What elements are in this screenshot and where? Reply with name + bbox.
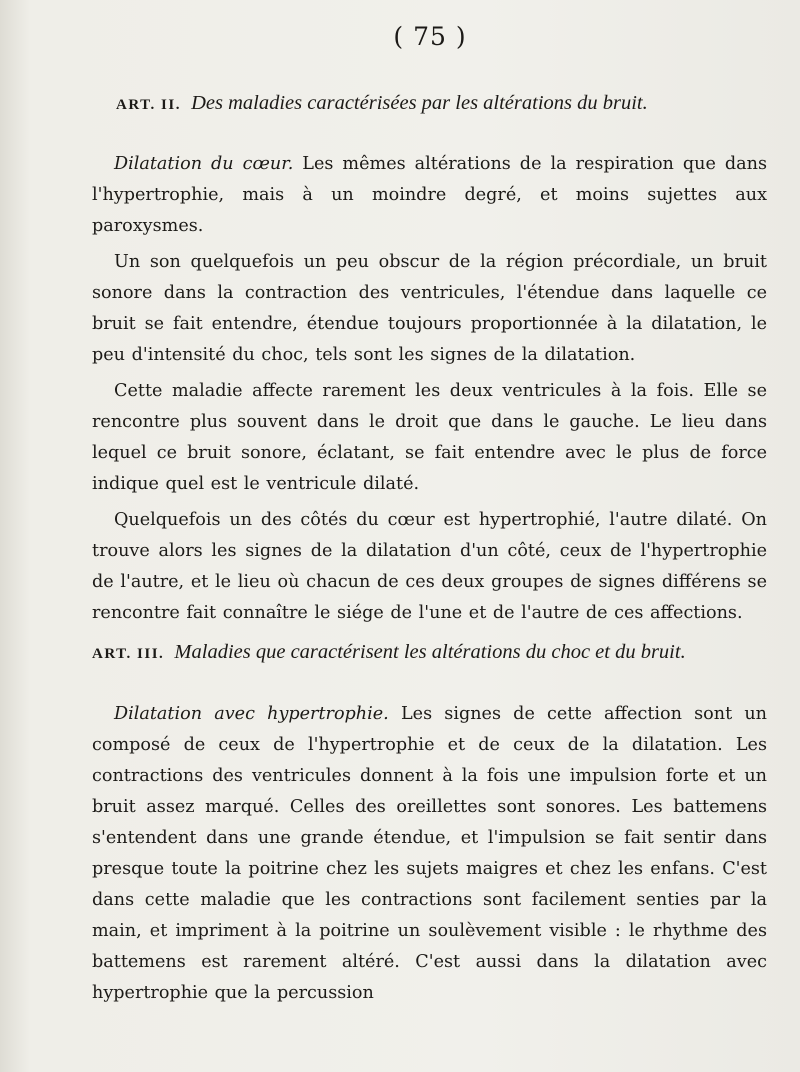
paragraph: Quelquefois un des côtés du cœur est hypertrophié, l'autre dilaté. On trouve alors les signes de la dilatation d'un côté, ceux de l'hypertrophie de l'autre, et le lieu où chacun de ces deux groupes de signes différens se rencontre fait connaître le siége de l'une et de l'autre de ces affections. bbox=[92, 510, 767, 623]
section-title: Des maladies caractérisées par les altérations du bruit. bbox=[191, 92, 648, 114]
page-number: ( 75 ) bbox=[393, 22, 467, 51]
section-label: ART. III. bbox=[92, 646, 165, 662]
section-title: Maladies que caractérisent les altérations du choc et du bruit. bbox=[174, 641, 686, 663]
page-body bbox=[92, 88, 767, 1014]
paragraph: Cette maladie affecte rarement les deux ventricules à la fois. Elle se rencontre plus souvent dans le droit que dans le gauche. Le lieu dans lequel ce bruit sonore, éclatant, se fait entendre avec le plus de force indique quel est le ventricule dilaté. bbox=[92, 381, 767, 494]
paragraph-lead: Dilatation du cœur. bbox=[114, 154, 294, 174]
paragraph-text: Les signes de cette affection sont un composé de ceux de l'hypertrophie et de ceux de la dilatation. Les contractions des ventricules donnent à la fois une impulsion forte et un bruit assez marqué. Celles des oreillettes sont sonores. Les battemens s'entendent dans une grande étendue, et l'impulsion se fait sentir dans presque toute la poitrine chez les sujets maigres et chez les enfans. C'est dans cette maladie que les contractions sont facilement senties par la main, et impriment à la poitrine un soulèvement visible : le rhythme des battemens est rarement altéré. C'est aussi dans la dilatation avec hypertrophie que la percussion bbox=[92, 704, 768, 1003]
paragraph bbox=[92, 699, 767, 1009]
section-heading-art-ii bbox=[116, 88, 767, 120]
section-heading-art-iii bbox=[92, 637, 767, 669]
section-label: ART. II. bbox=[116, 97, 181, 113]
paragraph-text: Les mêmes altérations de la respiration que dans l'hypertrophie, mais à un moindre degré, et moins sujettes aux paroxysmes. bbox=[92, 154, 767, 236]
paragraph bbox=[92, 149, 767, 242]
paragraph-lead: Dilatation avec hypertrophie. bbox=[114, 704, 389, 724]
paragraph: Un son quelquefois un peu obscur de la région précordiale, un bruit sonore dans la contraction des ventricules, l'étendue dans laquelle ce bruit se fait entendre, étendue toujours proportionnée à la dilatation, le peu d'intensité du choc, tels sont les signes de la dilatation. bbox=[92, 252, 767, 365]
